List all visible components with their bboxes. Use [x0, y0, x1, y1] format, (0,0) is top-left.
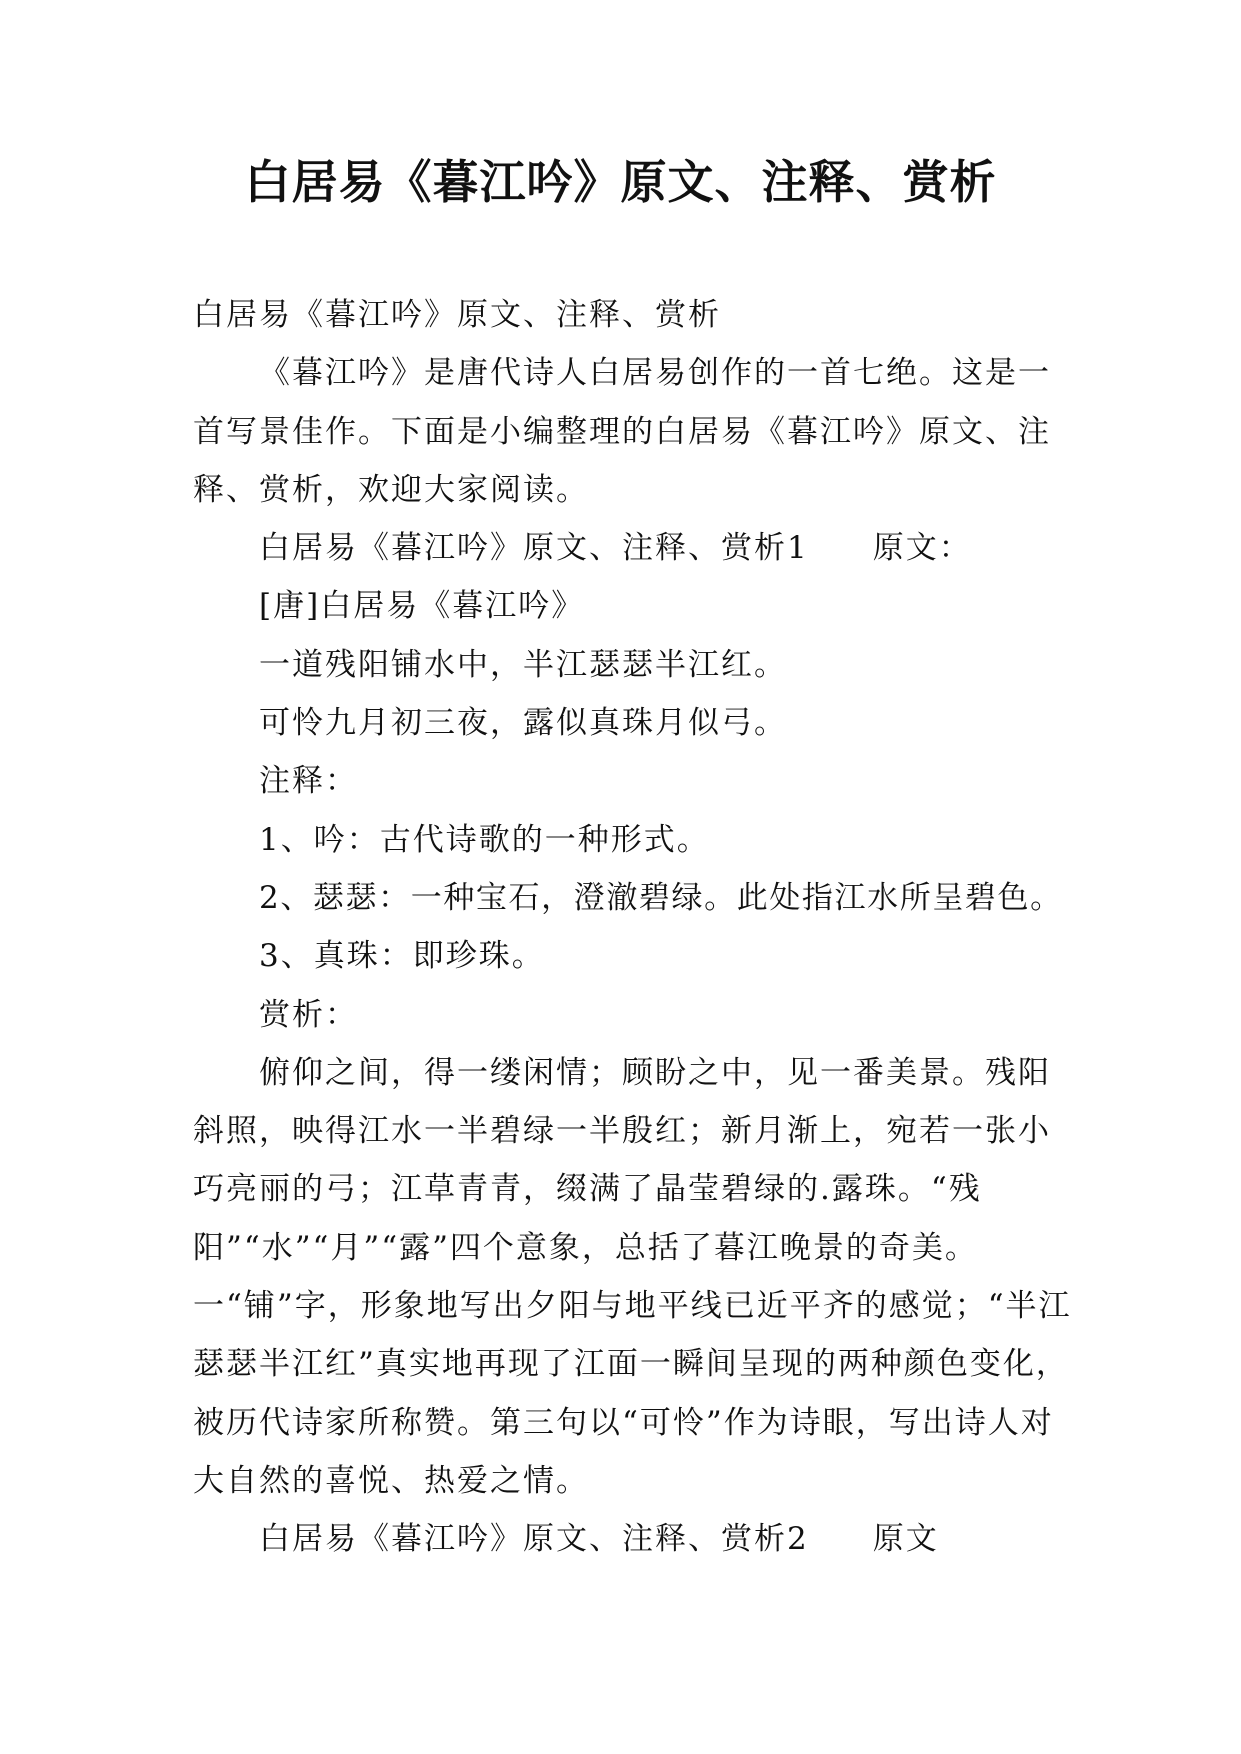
analysis-paragraph: 俯仰之间，得一缕闲情；顾盼之中，见一番美景。残阳斜照，映得江水一半碧绿一半殷红；新月渐上，宛若一张小巧亮丽的弓；江草青青，缀满了晶莹碧绿的.露珠。“残阳”“水”“月”“露”四个意象，总括了暮江晚景的奇美。一“铺”字，形象地写出夕阳与地平线已近平齐的感觉；“半江瑟瑟半江红”真实地再现了江面一瞬间呈现的两种颜色变化，被历代诗家所称赞。第三句以“可怜”作为诗眼，写出诗人对大自然的喜悦、热爱之情。 — [193, 1054, 1072, 1499]
document-body — [193, 286, 1073, 1569]
analysis-label: 赏析： — [259, 996, 358, 1033]
section1-heading: 白居易《暮江吟》原文、注释、赏析1 — [259, 530, 809, 567]
poem-line-2: 可怜九月初三夜，露似真珠月似弓。 — [259, 705, 787, 742]
note-item-1: 1、吟：古代诗歌的一种形式。 — [259, 821, 710, 858]
section1-heading-line — [193, 519, 1073, 577]
section2-heading-line — [193, 1510, 1073, 1568]
intro-paragraph: 《暮江吟》是唐代诗人白居易创作的一首七绝。这是一首写景佳作。下面是小编整理的白居易《暮江吟》原文、注释、赏析，欢迎大家阅读。 — [193, 355, 1051, 508]
note-item-2: 2、瑟瑟：一种宝石，澄澈碧绿。此处指江水所呈碧色。 — [259, 879, 1063, 916]
section1-label: 原文： — [872, 530, 972, 567]
note-item-3: 3、真珠：即珍珠。 — [259, 938, 545, 975]
section2-heading: 白居易《暮江吟》原文、注释、赏析2 — [259, 1521, 809, 1558]
document-title: 白居易《暮江吟》原文、注释、赏析 — [244, 155, 997, 209]
poem-author-line: [唐]白居易《暮江吟》 — [259, 588, 585, 625]
section2-label: 原文 — [872, 1521, 939, 1558]
notes-label: 注释： — [259, 763, 358, 800]
subtitle-line: 白居易《暮江吟》原文、注释、赏析 — [193, 297, 721, 333]
poem-line-1: 一道残阳铺水中，半江瑟瑟半江红。 — [259, 646, 787, 683]
